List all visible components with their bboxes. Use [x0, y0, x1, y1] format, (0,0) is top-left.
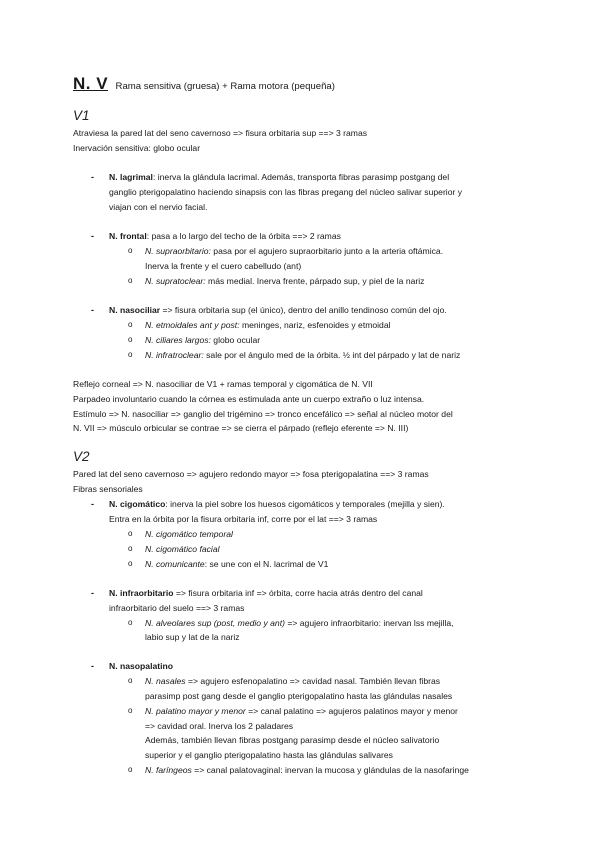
circle-bullet: o	[128, 559, 133, 568]
palatino-line-3: Además, también llevan fibras postgang parasimp desde el núcleo salivatorio	[145, 735, 440, 745]
nasociliar-name: N. nasociliar	[109, 305, 161, 315]
v1-heading: V1	[73, 108, 90, 123]
dash-bullet: -	[91, 305, 94, 315]
circle-bullet: o	[128, 618, 133, 627]
alveolares-line-2: labio sup y lat de la nariz	[145, 632, 240, 642]
etmoidales-name: N. etmoidales ant y post:	[145, 320, 240, 330]
faringeos-line	[145, 765, 469, 776]
reflex-line-2: Parpadeo involuntario cuando la córnea es estimulada ante un cuerpo extraño o luz intensa.	[73, 394, 425, 404]
v1-intro-2: Inervación sensitiva: globo ocular	[73, 143, 201, 153]
dash-bullet: -	[91, 588, 94, 598]
lagrimal-name: N. lagrimal	[109, 172, 153, 182]
nasociliar-line	[109, 305, 447, 316]
nasales-line-2: parasimp post gang desde el ganglio pterigopalatino hasta las glándulas nasales	[145, 691, 453, 701]
ciliares-line	[145, 335, 260, 346]
infratroclear-name: N. infratroclear:	[145, 350, 204, 360]
reflex-line-4: N. VII => músculo orbicular se contrae => se cierra el párpado (reflejo eferente => N. III)	[73, 423, 409, 433]
palatino-line-4: superior y el ganglio pterigopalatino hasta las glándulas salivares	[145, 750, 393, 760]
circle-bullet: o	[128, 706, 133, 715]
cigomatico-line-1	[109, 499, 445, 510]
lagrimal-line-2: ganglio pterigopalatino haciendo sinapsis con las fibras pregang del núcleo salivar superior y	[109, 187, 463, 197]
comunicante-text: : se une con el N. lacrimal de V1	[204, 559, 329, 569]
ciliares-text: globo ocular	[210, 335, 261, 345]
dash-bullet: -	[91, 499, 94, 509]
circle-bullet: o	[128, 335, 133, 344]
cigomatico-name: N. cigomático	[109, 499, 166, 509]
palatino-line-2: => cavidad oral. Inerva los 2 paladares	[145, 721, 294, 731]
v2-intro-1: Pared lat del seno cavernoso => agujero redondo mayor => fosa pterigopalatina ==> 3 ramas	[73, 469, 429, 479]
cigomatico-facial: N. cigomático facial	[145, 544, 220, 554]
faringeos-text: => canal palatovaginal: inervan la mucosa y glándulas de la nasofaringe	[191, 765, 469, 775]
circle-bullet: o	[128, 544, 133, 553]
palatino-text: => canal palatino => agujeros palatinos mayor y menor	[245, 706, 458, 716]
nasales-text: => agujero esfenopalatino => cavidad nasal. También llevan fibras	[185, 676, 441, 686]
infratroclear-line	[145, 350, 460, 361]
nasociliar-text: => fisura orbitaria sup (el único), dentro del anillo tendinoso común del ojo.	[160, 305, 447, 315]
supratoclear-name: N. supratoclear:	[145, 276, 206, 286]
circle-bullet: o	[128, 246, 133, 255]
nasales-line-1	[145, 676, 440, 687]
supraorbitario-line-2: Inerva la frente y el cuero cabelludo (ant)	[145, 261, 302, 271]
supraorbitario-name: N. supraorbitario:	[145, 246, 211, 256]
circle-bullet: o	[128, 765, 133, 774]
palatino-name: N. palatino mayor y menor	[145, 706, 246, 716]
v1-intro-1: Atraviesa la pared lat del seno cavernoso => fisura orbitaria sup ==> 3 ramas	[73, 128, 368, 138]
nerve-title: N. V	[73, 74, 109, 93]
supraorbitario-text: pasa por el agujero supraorbitario junto a la arteria oftámica.	[210, 246, 444, 256]
comunicante-line	[145, 559, 328, 570]
faringeos-name: N. faríngeos	[145, 765, 192, 775]
infraorbitario-name: N. infraorbitario	[109, 588, 174, 598]
supratoclear-line	[145, 276, 424, 287]
document-title	[73, 74, 335, 94]
circle-bullet: o	[128, 529, 133, 538]
reflex-line-1: Reflejo corneal => N. nasociliar de V1 + ramas temporal y cigomática de N. VII	[73, 379, 373, 389]
lagrimal-line-3: viajan con el nervio facial.	[109, 202, 208, 212]
cigomatico-temporal: N. cigomático temporal	[145, 529, 233, 539]
dash-bullet: -	[91, 661, 94, 671]
palatino-line-1	[145, 706, 458, 717]
alveolares-line-1	[145, 618, 454, 629]
circle-bullet: o	[128, 320, 133, 329]
infraorbitario-text: => fisura orbitaria inf => órbita, corre hacia atrás dentro del canal	[173, 588, 423, 598]
circle-bullet: o	[128, 676, 133, 685]
infratroclear-text: sale por el ángulo med de la órbita. ½ int del párpado y lat de nariz	[203, 350, 461, 360]
frontal-name: N. frontal	[109, 231, 147, 241]
circle-bullet: o	[128, 350, 133, 359]
v2-heading: V2	[73, 449, 90, 464]
infraorbitario-line-1	[109, 588, 423, 599]
infraorbitario-line-2: infraorbitario del suelo ==> 3 ramas	[109, 603, 245, 613]
dash-bullet: -	[91, 231, 94, 241]
cigomatico-line-2: Entra en la órbita por la fisura orbitaria inf, corre por el lat ==> 3 ramas	[109, 514, 378, 524]
etmoidales-text: meninges, nariz, esfenoides y etmoidal	[239, 320, 391, 330]
etmoidales-line	[145, 320, 391, 331]
supraorbitario-line-1	[145, 246, 443, 257]
cigomatico-text: : inerva la piel sobre los huesos cigomáticos y temporales (mejilla y sien).	[165, 499, 445, 509]
title-subtitle: Rama sensitiva (gruesa) + Rama motora (pequeña)	[115, 81, 335, 92]
comunicante-name: N. comunicante	[145, 559, 205, 569]
frontal-line	[109, 231, 341, 242]
alveolares-text: => agujero infraorbitario: inervan lss mejilla,	[284, 618, 454, 628]
reflex-line-3: Estímulo => N. nasociliar => ganglio del trigémino => tronco encefálico => señal al núcleo motor del	[73, 409, 453, 419]
alveolares-name: N. alveolares sup (post, medio y ant)	[145, 618, 285, 628]
ciliares-name: N. ciliares largos:	[145, 335, 211, 345]
dash-bullet: -	[91, 172, 94, 182]
frontal-text: : pasa a lo largo del techo de la órbita ==> 2 ramas	[146, 231, 341, 241]
supratoclear-text: más medial. Inerva frente, párpado sup, y piel de la nariz	[205, 276, 425, 286]
nasopalatino-name: N. nasopalatino	[109, 661, 173, 671]
v2-intro-2: Fibras sensoriales	[73, 484, 143, 494]
nasales-name: N. nasales	[145, 676, 186, 686]
lagrimal-text: : inerva la glándula lacrimal. Además, transporta fibras parasimp postgang del	[152, 172, 450, 182]
lagrimal-line-1	[109, 172, 449, 183]
circle-bullet: o	[128, 276, 133, 285]
